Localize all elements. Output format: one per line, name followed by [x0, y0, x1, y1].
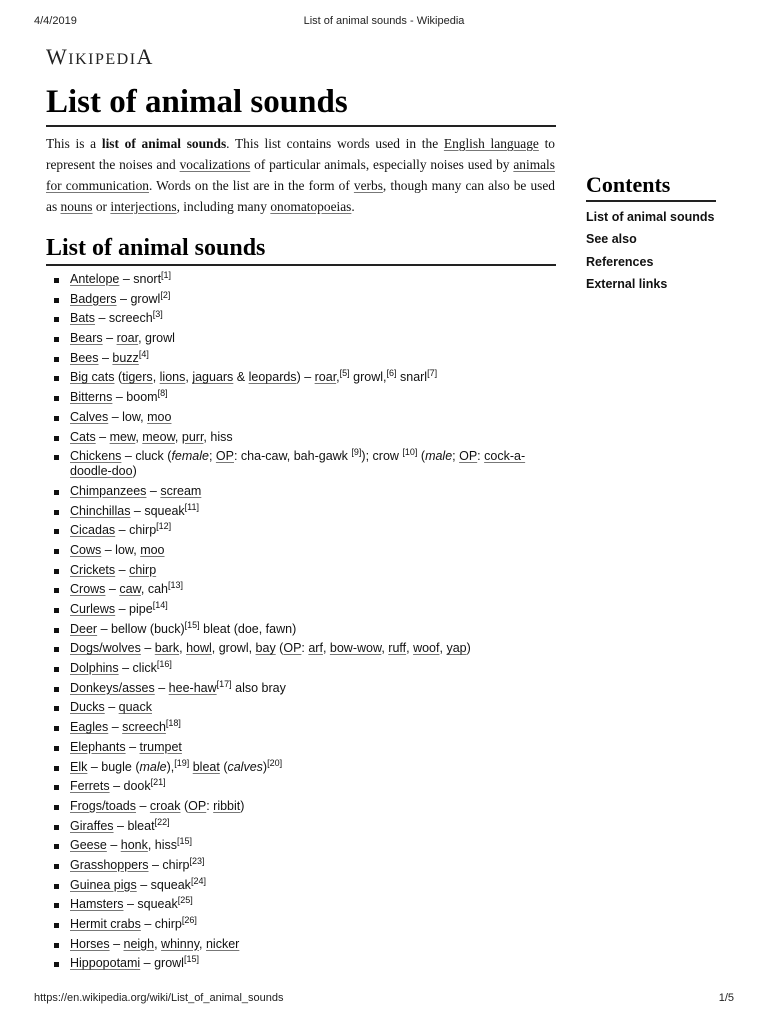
text-run: &: [233, 370, 249, 385]
wiki-link[interactable]: Chickens: [70, 449, 122, 464]
list-item: [52, 816, 552, 834]
toc-title: Contents: [586, 172, 671, 197]
text-run: –: [95, 429, 110, 444]
wiki-link[interactable]: scream: [160, 483, 202, 498]
text-run: , growl: [138, 331, 175, 346]
title-divider: [46, 125, 556, 127]
citation-ref[interactable]: [15]: [184, 619, 200, 630]
text-run: – squeak: [136, 877, 191, 892]
citation-ref[interactable]: [23]: [189, 855, 205, 866]
wiki-link[interactable]: Bitterns: [70, 390, 113, 405]
text-run: ,: [135, 429, 143, 444]
wiki-link[interactable]: yap: [446, 641, 467, 656]
text-run: –: [104, 700, 119, 715]
list-item: [52, 956, 552, 971]
text-run: ,: [185, 370, 193, 385]
text-run: ,: [336, 370, 340, 385]
text-run: snarl: [396, 370, 428, 385]
text-run: .: [351, 199, 355, 214]
print-url: https://en.wikipedia.org/wiki/List_of_animal_sounds: [34, 992, 284, 1004]
logo-last-letter: A: [136, 44, 154, 69]
toc-divider: [586, 200, 716, 202]
text-run: :: [477, 449, 485, 464]
text-run: growl,: [349, 370, 387, 385]
citation-ref[interactable]: [21]: [150, 777, 166, 788]
wiki-link[interactable]: Deer: [70, 621, 98, 636]
text-run: – pipe: [115, 602, 153, 616]
list-item: [52, 484, 552, 499]
citation-ref[interactable]: [7]: [427, 368, 438, 379]
wiki-link[interactable]: nouns: [60, 199, 93, 214]
italic-text: male: [425, 449, 453, 464]
text-run: ): [262, 759, 268, 774]
list-item: [52, 563, 552, 578]
text-run: – boom: [112, 390, 158, 405]
text-run: ,: [439, 641, 447, 656]
list-item: [52, 311, 552, 326]
text-run: ): [240, 798, 245, 813]
list-item: [52, 430, 552, 445]
list-item: [52, 501, 552, 519]
print-footer: [34, 992, 734, 1008]
text-run: ;: [208, 449, 216, 464]
list-item: [52, 331, 552, 346]
list-item: [52, 289, 552, 307]
list-item: [52, 272, 552, 287]
wiki-link[interactable]: buzz: [112, 350, 139, 365]
list-item: [52, 619, 552, 637]
text-run: or: [92, 199, 111, 214]
wiki-link[interactable]: Geese: [70, 838, 107, 853]
text-run: ,: [179, 641, 187, 656]
text-run: (: [114, 370, 123, 385]
text-run: , growl,: [211, 641, 256, 656]
text-run: –: [106, 838, 121, 853]
list-item: [52, 700, 552, 715]
citation-ref[interactable]: [19]: [174, 757, 190, 768]
text-run: ;: [452, 449, 460, 464]
text-run: –: [125, 739, 140, 754]
wiki-link[interactable]: Chimpanzees: [70, 483, 147, 498]
text-run: – low,: [101, 542, 141, 557]
wiki-link[interactable]: meow: [142, 429, 175, 444]
citation-ref[interactable]: [25]: [177, 895, 193, 906]
wiki-link[interactable]: mew: [109, 429, 136, 444]
citation-ref[interactable]: [3]: [152, 309, 163, 320]
wiki-link[interactable]: moo: [140, 542, 165, 557]
wiki-link[interactable]: lions: [159, 370, 186, 385]
wiki-link[interactable]: purr: [181, 429, 204, 444]
text-run: , including many: [176, 199, 271, 214]
text-run: – bleat: [113, 818, 155, 833]
italic-text: male: [139, 759, 167, 774]
print-page-number: 1/5: [718, 992, 734, 1004]
citation-ref[interactable]: [2]: [160, 289, 171, 300]
text-run: , cah: [140, 582, 168, 597]
print-header: [34, 15, 734, 31]
text-run: – click: [118, 661, 157, 676]
list-item: [52, 779, 552, 794]
list-item: [52, 390, 552, 405]
text-run: : cha-caw, bah-gawk: [233, 449, 352, 464]
text-run: This is a: [46, 136, 102, 151]
wiki-link[interactable]: honk: [120, 838, 148, 853]
wiki-link[interactable]: Antelope: [70, 272, 120, 286]
list-item: [52, 523, 552, 538]
text-run: bleat (doe, fawn): [199, 621, 297, 636]
text-run: – squeak: [123, 897, 178, 912]
text-run: also bray: [231, 680, 286, 695]
list-item: [52, 757, 552, 775]
citation-ref[interactable]: [26]: [181, 915, 197, 925]
citation-ref[interactable]: [6]: [386, 368, 397, 379]
wiki-link[interactable]: Dolphins: [70, 661, 119, 676]
wiki-link[interactable]: Dogs/wolves: [70, 641, 141, 656]
list-item: [52, 838, 552, 853]
print-page-title: List of animal sounds - Wikipedia: [303, 15, 465, 27]
list-item: [52, 897, 552, 912]
list-item: [52, 720, 552, 735]
text-run: (: [275, 641, 284, 656]
wiki-link[interactable]: cock-a-doodle-doo: [70, 449, 526, 479]
wiki-link[interactable]: English language: [443, 136, 539, 151]
wiki-link[interactable]: verbs: [353, 178, 383, 193]
wiki-link[interactable]: Bees: [70, 350, 99, 365]
toc-item-external-links[interactable]: External links: [586, 276, 668, 291]
wiki-link[interactable]: Ducks: [70, 700, 105, 715]
text-run: . This list contains words used in the: [226, 136, 444, 151]
wiki-link[interactable]: Curlews: [70, 602, 116, 616]
wiki-link[interactable]: Horses: [70, 936, 110, 951]
text-run: :: [206, 798, 214, 813]
citation-ref[interactable]: [11]: [184, 501, 200, 512]
print-date: 4/4/2019: [34, 15, 77, 27]
citation-ref[interactable]: [9]: [351, 447, 362, 458]
list-item: [52, 582, 552, 597]
list-item: [52, 855, 552, 873]
citation-ref[interactable]: [20]: [267, 757, 283, 768]
text-run: ,: [406, 641, 414, 656]
citation-ref[interactable]: [15]: [177, 836, 193, 847]
wiki-link[interactable]: Ferrets: [70, 779, 110, 794]
wiki-link[interactable]: screech: [122, 720, 166, 735]
wiki-link[interactable]: Cats: [70, 429, 96, 444]
citation-ref[interactable]: [1]: [161, 270, 172, 280]
text-run: (: [219, 759, 228, 774]
citation-ref[interactable]: [4]: [138, 348, 149, 359]
wiki-link[interactable]: woof: [413, 641, 440, 656]
wiki-link[interactable]: jaguars: [192, 370, 234, 385]
logo-first-letter: W: [46, 44, 69, 69]
text-run: , hiss: [203, 429, 233, 444]
wiki-link[interactable]: Bats: [70, 311, 96, 326]
citation-ref[interactable]: [14]: [152, 600, 168, 610]
wiki-link[interactable]: tigers: [122, 370, 153, 385]
wiki-link[interactable]: caw: [119, 582, 141, 597]
citation-ref[interactable]: [8]: [157, 388, 168, 399]
text-run: , hiss: [147, 838, 178, 853]
wiki-link[interactable]: roar: [314, 370, 337, 385]
wiki-link[interactable]: Big cats: [70, 370, 115, 385]
wiki-link[interactable]: Crows: [70, 582, 106, 597]
wiki-link[interactable]: Hippopotami: [70, 956, 141, 971]
wiki-link[interactable]: Crickets: [70, 562, 116, 577]
text-run: –: [140, 641, 155, 656]
text-run: – dook: [109, 779, 151, 794]
wiki-link[interactable]: croak: [149, 798, 181, 813]
wiki-link[interactable]: Bears: [70, 331, 103, 346]
toc-item-list-of-animal-sounds[interactable]: List of animal sounds: [586, 210, 715, 224]
text-run: –: [102, 331, 117, 346]
text-run: ): [466, 641, 471, 656]
text-run: –: [136, 798, 150, 813]
list-item: [52, 602, 552, 617]
wiki-link[interactable]: ribbit: [213, 798, 241, 813]
citation-ref[interactable]: [18]: [165, 718, 181, 729]
wiki-link[interactable]: chirp: [129, 562, 157, 577]
logo-middle-letters: IKIPEDI: [68, 51, 137, 68]
list-item: [52, 917, 552, 932]
list-item: [52, 641, 552, 656]
citation-ref[interactable]: [10]: [402, 447, 418, 458]
page-title: List of animal sounds: [46, 84, 348, 120]
wiki-link[interactable]: Chinchillas: [70, 503, 131, 518]
animal-sounds-list: [52, 272, 552, 976]
text-run: –: [105, 582, 120, 597]
text-run: ,: [154, 936, 162, 951]
text-run: – bugle (: [87, 759, 140, 774]
wiki-link[interactable]: arf: [308, 641, 323, 656]
text-run: – snort: [119, 272, 162, 286]
list-item: [52, 937, 552, 952]
italic-text: female: [171, 449, 209, 464]
wiki-link[interactable]: Hamsters: [70, 897, 124, 912]
wiki-link[interactable]: Elephants: [70, 739, 126, 754]
text-run: – cluck (: [121, 449, 172, 464]
text-run: (: [417, 449, 426, 464]
wiki-link[interactable]: quack: [118, 700, 152, 715]
wiki-link[interactable]: Eagles: [70, 720, 109, 735]
text-run: – low,: [108, 409, 148, 424]
table-of-contents: [586, 172, 716, 299]
section-divider: [46, 264, 556, 266]
section-heading: List of animal sounds: [46, 235, 266, 261]
text-run: – bellow (buck): [97, 621, 185, 636]
wiki-link[interactable]: bay: [255, 641, 276, 656]
wiki-link[interactable]: trumpet: [139, 739, 182, 754]
text-run: of particular animals, especially noises used by: [250, 157, 514, 172]
text-run: ) –: [296, 370, 315, 385]
citation-ref[interactable]: [12]: [156, 521, 172, 532]
wiki-link[interactable]: Giraffes: [70, 818, 114, 833]
wiki-link[interactable]: OP: [188, 798, 207, 813]
text-run: ,: [174, 429, 182, 444]
italic-text: calves: [227, 759, 263, 774]
text-run: –: [154, 680, 169, 695]
text-run: – chirp: [115, 523, 157, 538]
wiki-link[interactable]: howl: [186, 641, 212, 656]
wiki-link[interactable]: OP: [283, 641, 302, 656]
wiki-link[interactable]: ruff: [388, 641, 407, 656]
text-run: ,: [322, 641, 330, 656]
wiki-link[interactable]: Frogs/toads: [70, 798, 137, 813]
text-run: ,: [199, 936, 206, 951]
citation-ref[interactable]: [5]: [339, 368, 350, 379]
text-run: , though many can also be used as: [46, 178, 556, 214]
text-run: –: [109, 936, 124, 951]
wiki-link[interactable]: Badgers: [70, 291, 117, 306]
text-run: ): [132, 464, 137, 479]
citation-ref[interactable]: [16]: [156, 659, 172, 670]
wikipedia-logo[interactable]: [46, 44, 154, 70]
text-run: to represent the noises and: [46, 136, 555, 172]
wiki-link[interactable]: Guinea pigs: [70, 877, 137, 892]
list-item: [52, 410, 552, 425]
wiki-link[interactable]: interjections: [110, 199, 177, 214]
text-run: (: [180, 798, 189, 813]
list-item: [52, 740, 552, 755]
text-run: ,: [381, 641, 389, 656]
wiki-link[interactable]: leopards: [248, 370, 297, 385]
list-item: [52, 875, 552, 893]
wiki-link[interactable]: roar: [116, 331, 139, 346]
wiki-link[interactable]: Grasshoppers: [70, 857, 149, 872]
list-item: [52, 799, 552, 814]
wiki-link[interactable]: vocalizations: [179, 157, 251, 172]
citation-ref[interactable]: [24]: [190, 875, 206, 886]
wiki-link[interactable]: hee-haw: [168, 680, 217, 695]
text-run: – growl: [116, 291, 161, 306]
wiki-link[interactable]: OP: [459, 449, 478, 464]
wiki-link[interactable]: nicker: [205, 936, 240, 951]
text-run: –: [146, 483, 161, 498]
wiki-link[interactable]: animals for communication: [46, 157, 555, 193]
text-run: –: [115, 562, 130, 577]
text-run: :: [301, 641, 309, 656]
wiki-link[interactable]: onomatopoeias: [270, 199, 352, 214]
text-run: ,: [152, 370, 160, 385]
list-item: [52, 543, 552, 558]
text-run: – squeak: [130, 503, 185, 518]
citation-ref[interactable]: [13]: [167, 580, 183, 591]
wiki-link[interactable]: neigh: [123, 936, 155, 951]
toc-item-see-also[interactable]: See also: [586, 232, 637, 247]
wiki-link[interactable]: Donkeys/asses: [70, 680, 155, 695]
wiki-link[interactable]: bow-wow: [329, 641, 382, 656]
list-item: [52, 661, 552, 676]
list-item: [52, 370, 552, 385]
wiki-link[interactable]: Calves: [70, 409, 109, 424]
list-item: [52, 449, 552, 479]
wiki-link[interactable]: moo: [147, 409, 172, 424]
wiki-link[interactable]: OP: [215, 449, 234, 464]
text-run: – screech: [95, 311, 153, 326]
citation-ref[interactable]: [17]: [216, 678, 232, 689]
text-run: – growl: [140, 956, 184, 971]
wiki-link[interactable]: Elk: [70, 759, 88, 774]
text-run: ),: [166, 759, 175, 774]
text-run: – chirp: [140, 917, 182, 931]
wiki-link[interactable]: Hermit crabs: [70, 917, 141, 931]
wiki-link[interactable]: Cows: [70, 542, 102, 557]
list-item: [52, 348, 552, 366]
bold-text: list of animal sounds: [101, 136, 227, 151]
text-run: –: [108, 720, 123, 735]
list-item: [52, 678, 552, 696]
text-run: – chirp: [148, 857, 190, 872]
text-run: . Words on the list are in the form of: [149, 178, 354, 193]
text-run: –: [98, 350, 113, 365]
citation-ref[interactable]: [22]: [154, 816, 170, 827]
wiki-link[interactable]: Cicadas: [70, 523, 116, 538]
intro-paragraph: [46, 133, 555, 217]
wiki-link[interactable]: bark: [154, 641, 180, 656]
text-run: ); crow: [361, 449, 403, 464]
wiki-link[interactable]: whinny: [161, 936, 200, 951]
wiki-link[interactable]: bleat: [192, 759, 220, 774]
toc-item-references[interactable]: References: [586, 254, 654, 269]
citation-ref[interactable]: [15]: [183, 954, 199, 965]
